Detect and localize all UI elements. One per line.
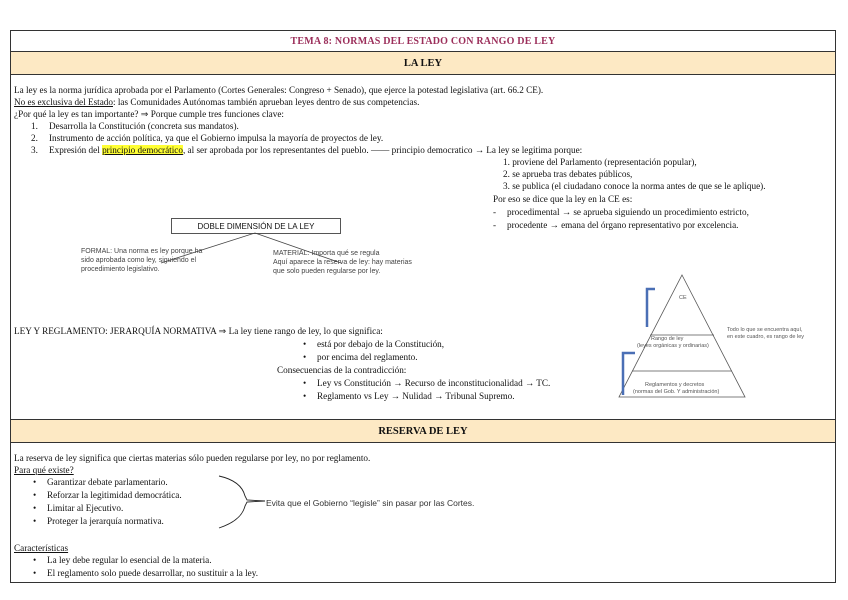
formal-line: sido aprobada como ley, siguiendo el: [81, 257, 197, 264]
page-title: TEMA 8: NORMAS DEL ESTADO CON RANGO DE LEY: [11, 31, 835, 52]
material-line: Aquí aparece la reserva de ley: hay materias: [273, 259, 412, 266]
jerarquia-heading: LEY Y REGLAMENTO: JERARQUÍA NORMATIVA ⇒ La ley tiene rango de ley, lo que significa:: [14, 326, 383, 336]
importance-question: ¿Por qué la ley es tan importante? ⇒ Porque cumple tres funciones clave:: [14, 109, 284, 119]
doble-dimension-box: DOBLE DIMENSIÓN DE LA LEY: [171, 218, 341, 234]
reason-item: • Garantizar debate parlamentario.: [33, 477, 168, 487]
caracteristica-item: • El reglamento solo puede desarrollar, no sustituir a la ley.: [33, 568, 259, 578]
pyramid-bottom-label: Reglamentos y decretos: [645, 382, 705, 388]
por-eso-text: Por eso se dice que la ley en la CE es:: [493, 194, 633, 204]
consecuencia-item: • Ley vs Constitución → Recurso de inconstitucionalidad → TC.: [303, 378, 551, 388]
evita-note: Evita que el Gobierno “legisle” sin pasar por las Cortes.: [266, 498, 475, 508]
pyramid-mid-label: Rango de ley: [651, 336, 684, 342]
legit-item: 2. se aprueba tras debates públicos,: [503, 169, 633, 179]
legit-item: 3. se publica (el ciudadano conoce la norma antes de que se le aplique).: [503, 181, 766, 191]
pyramid-top-label: CE: [679, 295, 687, 301]
function-item: 1. Desarrolla la Constitución (concreta sus mandatos).: [31, 121, 239, 131]
function-item: 3. Expresión del principio democrático, al ser aprobada por los representantes del pueblo. —— principio democratico → La ley se legitima porque:: [31, 145, 583, 155]
pyramid-side-note: en este cuadro, es rango de ley: [727, 334, 805, 340]
reason-item: • Proteger la jerarquía normativa.: [33, 516, 164, 526]
highlight-principio: principio democrático: [102, 145, 183, 155]
consecuencias-heading: Consecuencias de la contradicción:: [277, 365, 407, 375]
function-item: 2. Instrumento de acción política, ya que el Gobierno impulsa la mayoría de proyectos de ley.: [31, 133, 384, 143]
legit-item: 1. proviene del Parlamento (representación popular),: [503, 157, 697, 167]
caracteristicas-label: Características: [14, 543, 69, 553]
jerarquia-item: • por encima del reglamento.: [303, 352, 418, 362]
formal-line: procedimiento legislativo.: [81, 266, 160, 273]
reserva-intro: La reserva de ley significa que ciertas materias sólo pueden regularse por ley, no por reglamento.: [14, 453, 371, 463]
es-item: - procedente → emana del órgano representativo por excelencia.: [493, 220, 739, 230]
para-que-label: Para qué existe?: [14, 465, 74, 475]
es-item: - procedimental → se aprueba siguiendo un procedimiento estricto,: [493, 207, 749, 217]
no-exclusiva-label: No es exclusiva del Estado: [14, 97, 113, 107]
section-heading-reserva: RESERVA DE LEY: [11, 419, 835, 443]
material-line: que solo pueden regularse por ley.: [273, 268, 381, 275]
pyramid-side-note: Todo lo que se encuentra aquí,: [727, 327, 803, 333]
formal-line: FORMAL: Una norma es ley porque ha: [81, 248, 203, 255]
caracteristica-item: • La ley debe regular lo esencial de la materia.: [33, 555, 212, 565]
reason-item: • Limitar al Ejecutivo.: [33, 503, 124, 513]
consecuencia-item: • Reglamento vs Ley → Nulidad → Tribunal Supremo.: [303, 391, 515, 401]
pyramid-mid-label: (leyes orgánicas y ordinarias): [637, 343, 709, 349]
document-frame: [10, 30, 836, 583]
arrow-icon: [647, 289, 655, 327]
jerarquia-item: • está por debajo de la Constitución,: [303, 339, 445, 349]
ley-intro: La ley es la norma jurídica aprobada por el Parlamento (Cortes Generales: Congreso + Senado), que ejerce la potestad legislativa (art. 66.2 CE).: [14, 85, 544, 95]
section-heading-ley: LA LEY: [11, 52, 835, 75]
material-line: MATERIAL: Importa qué se regula: [273, 250, 380, 257]
no-exclusiva-text: : las Comunidades Autónomas también aprueban leyes dentro de sus competencias.: [113, 97, 420, 107]
reason-item: • Reforzar la legitimidad democrática.: [33, 490, 182, 500]
pyramid-bottom-label: (normas del Gob. Y administración): [633, 389, 720, 395]
